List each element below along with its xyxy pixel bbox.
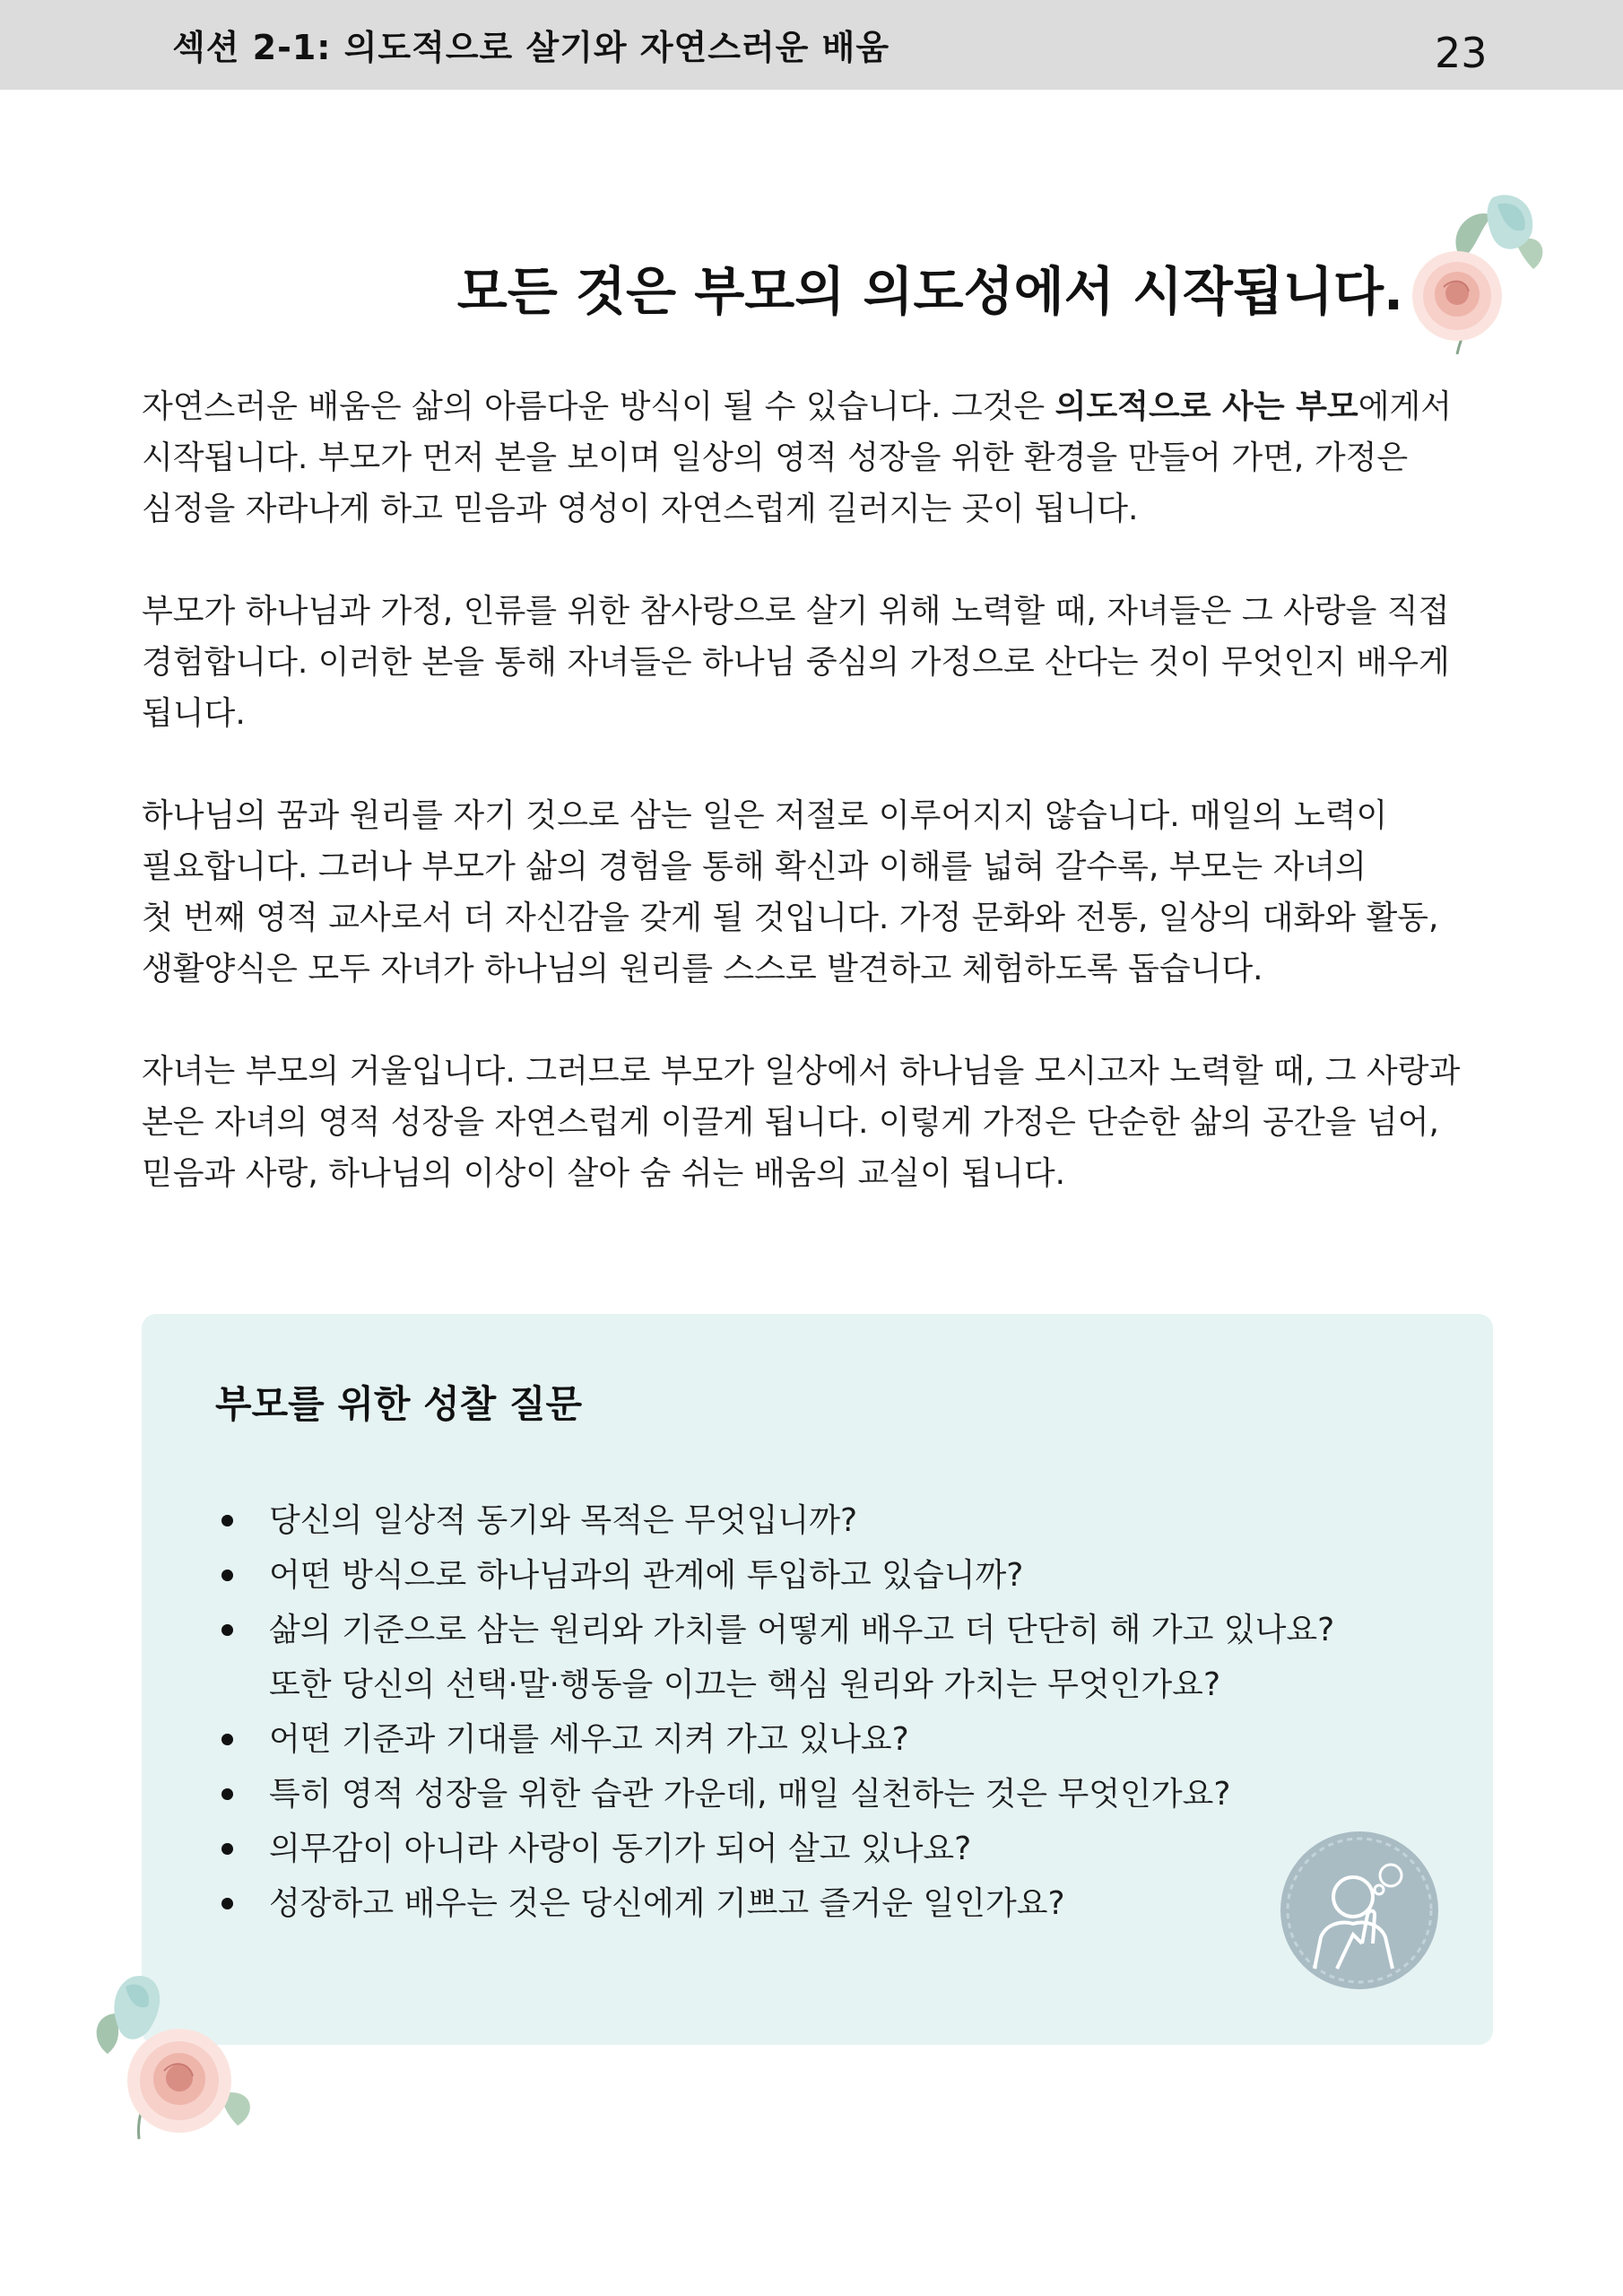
list-item <box>215 1767 1471 1822</box>
reflection-title: 부모를 위한 성찰 질문 <box>215 1382 583 1426</box>
question-text: 당신의 일상적 동기와 목적은 무엇입니까? <box>269 1502 858 1539</box>
paragraph-line: 생활양식은 모두 자녀가 하나님의 원리를 스스로 발견하고 체험하도록 돕습니다. <box>142 951 1263 987</box>
question-text: 어떤 방식으로 하나님과의 관계에 투입하고 있습니까? <box>269 1557 1024 1594</box>
thinking-person-icon <box>1274 1825 1445 1996</box>
paragraph-line: 자녀는 부모의 거울입니다. 그러므로 부모가 일상에서 하나님을 모시고자 노력할 때, 그 사랑과 <box>142 1053 1461 1090</box>
paragraph-line: 믿음과 사랑, 하나님의 이상이 살아 숨 쉬는 배움의 교실이 됩니다. <box>142 1155 1066 1192</box>
list-item <box>215 1603 1471 1712</box>
list-item <box>215 1493 1471 1548</box>
text-run: 자연스러운 배움은 삶의 아름다운 방식이 될 수 있습니다. 그것은 <box>142 388 1055 425</box>
question-text: 특히 영적 성장을 위한 습관 가운데, 매일 실천하는 것은 무엇인가요? <box>269 1776 1231 1813</box>
question-text: 성장하고 배우는 것은 당신에게 기쁘고 즐거운 일인가요? <box>269 1885 1065 1922</box>
paragraph-1 <box>142 381 1496 535</box>
body-text <box>142 381 1496 1250</box>
list-item <box>215 1548 1471 1603</box>
section-title: 섹션 2-1: 의도적으로 살기와 자연스러운 배움 <box>172 28 890 67</box>
paragraph-line: 경험합니다. 이러한 본을 통해 자녀들은 하나님 중심의 가정으로 산다는 것이 무엇인지 배우게 <box>142 644 1450 681</box>
paragraph-4 <box>142 1046 1496 1199</box>
text-run: 에게서 <box>1358 388 1453 425</box>
paragraph-line: 본은 자녀의 영적 성장을 자연스럽게 이끌게 됩니다. 이렇게 가정은 단순한 삶의 공간을 넘어, <box>142 1104 1439 1141</box>
paragraph-line: 부모가 하나님과 가정, 인류를 위한 참사랑으로 살기 위해 노력할 때, 자녀들은 그 사랑을 직접 <box>142 593 1450 630</box>
paragraph-line <box>142 381 1496 432</box>
rose-flower-icon <box>1408 179 1551 354</box>
question-text: 삶의 기준으로 삼는 원리와 가치를 어떻게 배우고 더 단단히 해 가고 있나요? <box>269 1612 1335 1648</box>
question-text: 또한 당신의 선택·말·행동을 이끄는 핵심 원리와 가치는 무엇인가요? <box>269 1666 1221 1703</box>
section-header-bar <box>0 0 1623 90</box>
question-text: 의무감이 아니라 사랑이 동기가 되어 살고 있나요? <box>269 1831 972 1867</box>
paragraph-line: 하나님의 꿈과 원리를 자기 것으로 삼는 일은 저절로 이루어지지 않습니다. 매일의 노력이 <box>142 797 1388 834</box>
rose-flower-icon <box>85 1960 265 2152</box>
page-title: 모든 것은 부모의 의도성에서 시작됩니다. <box>456 261 1403 322</box>
page-number: 23 <box>1435 29 1488 77</box>
paragraph-line: 됩니다. <box>142 695 246 732</box>
emphasis-text: 의도적으로 사는 부모 <box>1055 388 1358 425</box>
question-text: 어떤 기준과 기대를 세우고 지켜 가고 있나요? <box>269 1721 909 1758</box>
paragraph-2 <box>142 586 1496 739</box>
paragraph-line: 필요합니다. 그러나 부모가 삶의 경험을 통해 확신과 이해를 넓혀 갈수록, 부모는 자녀의 <box>142 848 1367 885</box>
paragraph-line: 심정을 자라나게 하고 믿음과 영성이 자연스럽게 길러지는 곳이 됩니다. <box>142 491 1139 527</box>
reflection-questions-box <box>142 1314 1493 2045</box>
paragraph-3 <box>142 790 1496 995</box>
list-item <box>215 1712 1471 1767</box>
paragraph-line: 시작됩니다. 부모가 먼저 본을 보이며 일상의 영적 성장을 위한 환경을 만들어 가면, 가정은 <box>142 439 1409 476</box>
paragraph-line: 첫 번째 영적 교사로서 더 자신감을 갖게 될 것입니다. 가정 문화와 전통, 일상의 대화와 활동, <box>142 900 1439 936</box>
